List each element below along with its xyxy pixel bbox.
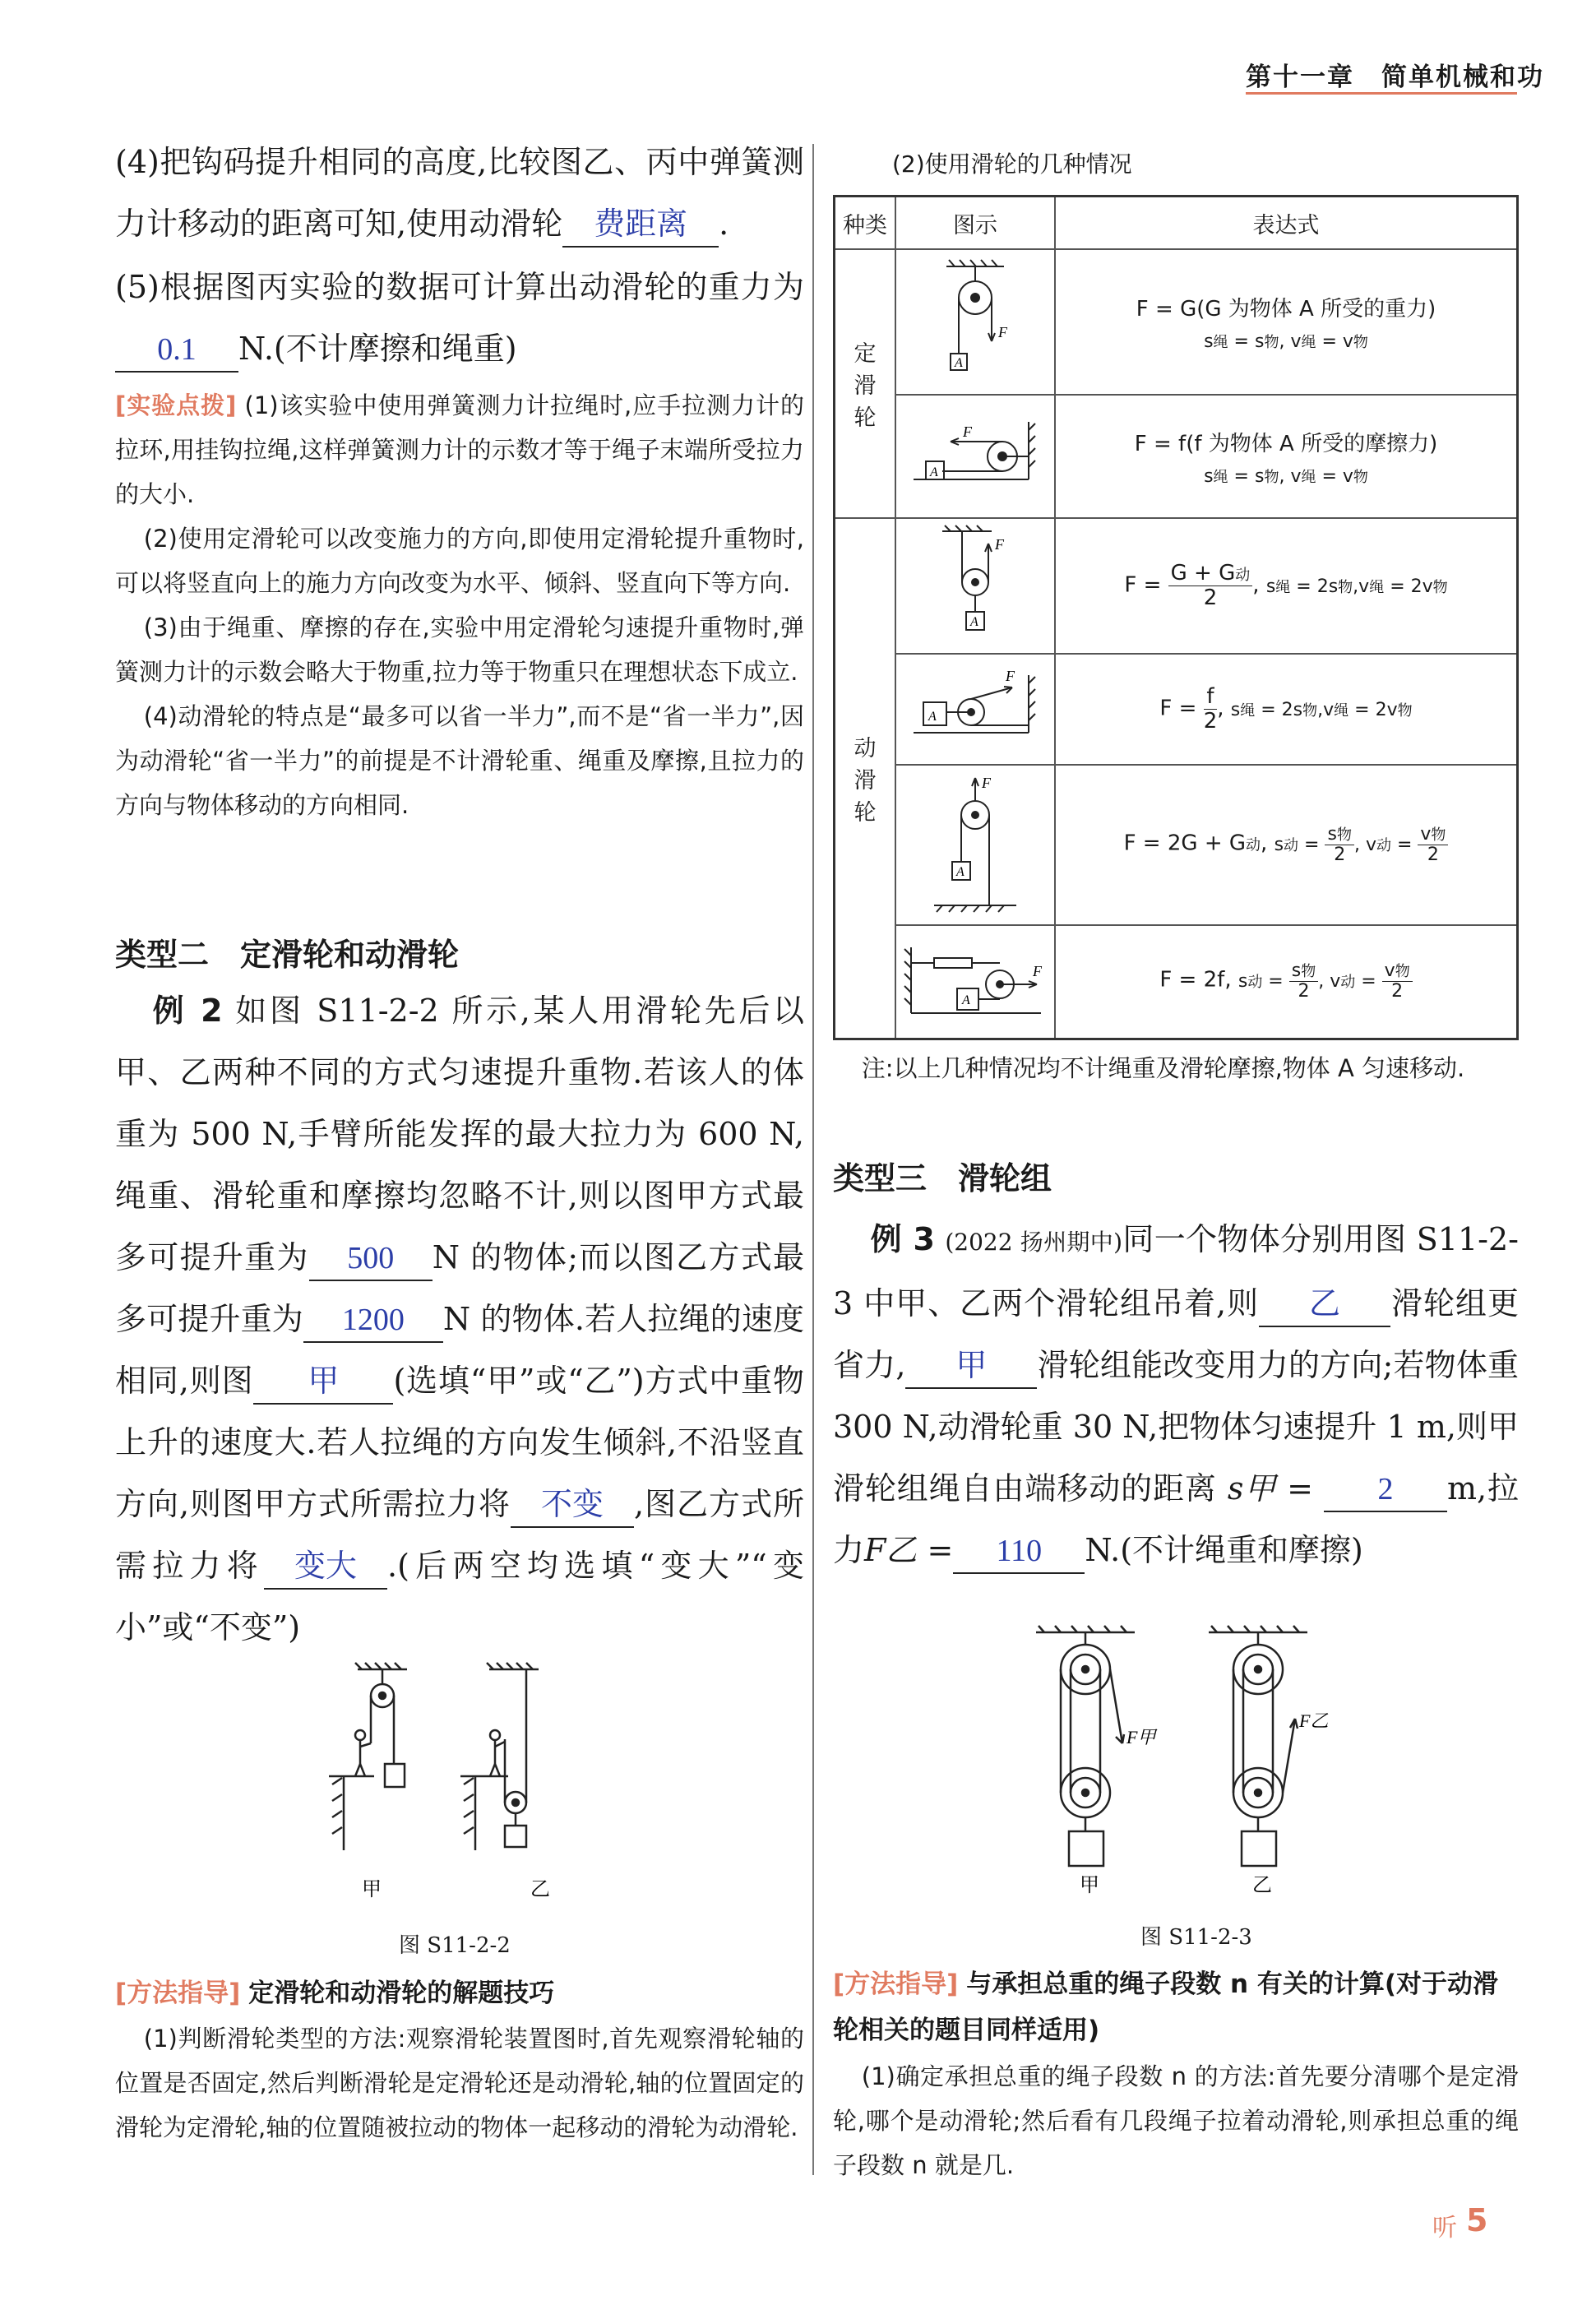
answer-blank[interactable]: 费距离 (562, 203, 719, 248)
fig3-force-jia: F甲 (1126, 1727, 1156, 1747)
example2: 例 2 如图 S11-2-2 所示,某人用滑轮先后以甲、乙两种不同的方式匀速提升重物.若该人的体重为 500 N,手臂所能发挥的最大拉力为 600 N,绳重、滑轮重和摩擦均忽略不计,则以图甲方式最多可提升重为 500 N 的物体;而以图乙方式最多可提升重为 1200 N 的物体.若人拉绳的速度相同,则图 甲 (选填“甲”或“乙”)方式中重物上升的速度大.若人拉绳的方向发生倾斜,不沿竖直方向,则图甲方式所需拉力将 不变 ,图乙方式所需拉力将 变大 .(后两空均选填“变大”“变小”或“不变”) (115, 993, 804, 1645)
answer-blank[interactable]: 乙 (1259, 1283, 1390, 1327)
column-divider (812, 144, 814, 2175)
chapter-header: 第十一章 简单机械和功 (1246, 62, 1544, 92)
label-f: F (1033, 962, 1042, 979)
fixed-horizontal-diagram (905, 405, 1045, 504)
label-a: A (928, 709, 937, 724)
weight-jia (1069, 1831, 1103, 1866)
answer-blank[interactable]: 不变 (511, 1483, 634, 1528)
pulley-table (833, 195, 1519, 1040)
label-f: F (982, 774, 991, 791)
answer-blank[interactable]: 变大 (264, 1545, 387, 1590)
table-note: 注:以上几种情况均不计绳重及滑轮摩擦,物体 A 匀速移动. (861, 1054, 1465, 1082)
answer-blank[interactable]: 1200 (303, 1298, 443, 1343)
method-guide-right-title: [方法指导] 与承担总重的绳子段数 n 有关的计算(对于动滑轮相关的题目同样适用) (833, 1969, 1499, 2045)
example3: 例 3 (2022 扬州期中)同一个物体分别用图 S11-2-3 中甲、乙两个滑轮组吊着,则 乙 滑轮组更省力, 甲 滑轮组能改变用力的方向;若物体重 300 N,动滑轮重 30 N,把物体匀速提升 1 m,则甲滑轮组绳自由端移动的距离 s甲 = 2 m,拉力F乙 = 110 N.(不计绳重和摩擦) (833, 1209, 1519, 1581)
listen-label: 听 (1432, 2214, 1457, 2243)
method-guide-right-text: (1)确定承担总重的绳子段数 n 的方法:首先要分清哪个是定滑轮,哪个是动滑轮;然后看有几段绳子拉着动滑轮,则承担总重的绳子段数 n 就是几. (833, 2062, 1519, 2179)
movable-inverted-diagram (926, 770, 1025, 918)
expr-movable-horizontal-inverted: F = 2f, s动 = $\frac{\text{s物}}{2}$ , v动 = $\frac{\text{v物}}{2}$ (1055, 925, 1518, 1039)
answer-blank[interactable]: 0.1 (115, 328, 238, 373)
expr-movable-inverted: F = 2G + G动, s动 = $\frac{\text{s物}}{2}$ , v动 = $\frac{\text{v物}}{2}$ (1055, 765, 1518, 925)
fig3-label-yi: 乙 (1252, 1875, 1272, 1896)
col-header-type: 种类 (835, 197, 896, 250)
figure-s11-2-3 (1024, 1624, 1336, 1908)
col-header-expression: 表达式 (1055, 197, 1518, 250)
expr-movable-vertical: F = $\frac{\text{G + G动}}{2}$ , s绳 = 2s物,v绳 = 2v物 (1055, 518, 1518, 654)
tip-tag: [实验点拨] (115, 391, 237, 419)
label-f: F (995, 535, 1004, 553)
exercise-part4: (4)把钩码提升相同的高度,比较图乙、丙中弹簧测力计移动的距离可知,使用动滑轮 费距离 . (115, 132, 804, 255)
fig2-label-yi: 乙 (530, 1879, 550, 1900)
fig2-caption: 图 S11-2-2 (399, 1933, 511, 1958)
label-f: F (1006, 667, 1015, 684)
diagram-movable-horizontal-inverted (895, 925, 1055, 1039)
fig3-label-jia: 甲 (1080, 1875, 1099, 1896)
label-a: A (970, 614, 978, 629)
method-tag: [方法指导] (833, 1969, 959, 1999)
movable-horizontal-inverted-diagram (901, 935, 1049, 1025)
answer-blank[interactable]: 甲 (905, 1345, 1037, 1389)
label-a: A (962, 993, 970, 1007)
method-guide-left-title: [方法指导] 定滑轮和动滑轮的解题技巧 (115, 1979, 555, 2008)
col-header-diagram: 图示 (895, 197, 1055, 250)
answer-blank[interactable]: 2 (1324, 1468, 1447, 1512)
weight-yi (1242, 1831, 1276, 1866)
section-type3: 类型三 滑轮组 (833, 1160, 1052, 1196)
movable-horizontal-diagram (905, 663, 1045, 753)
label-a: A (955, 355, 963, 370)
diagram-movable-vertical (895, 518, 1055, 654)
expr-movable-horizontal: F = $\frac{f}{2}$ , s绳 = 2s物,v绳 = 2v物 (1055, 654, 1518, 765)
experiment-tips: [实验点拨] (1)该实验中使用弹簧测力计拉绳时,应手拉测力计的拉环,用挂钩拉绳,这样弹簧测力计的示数才等于绳子末端所受拉力的大小. (2)使用定滑轮可以改变施力的方向,即使用定滑轮提升重物时,可以将竖直向上的施力方向改变为水平、倾斜、竖直向下等方向. (3)由于绳重、摩擦的存在,实验中用定滑轮匀速提升重物时,弹簧测力计的示数会略大于物重,拉力等于物重只在理想状态下成立. (4)动滑轮的特点是“最多可以省一半力”,而不是“省一半力”,因为动滑轮“省一半力”的前提是不计滑轮重、绳重及摩擦,且拉力的方向与物体移动的方向相同. (115, 391, 804, 819)
expr-fixed-horizontal: F = f(f 为物体 A 所受的摩擦力) s绳 = s物, v绳 = v物 (1055, 395, 1518, 518)
header-underline (1246, 92, 1517, 95)
diagram-movable-inverted (895, 765, 1055, 925)
page-number: 5 (1466, 2202, 1488, 2238)
type-fixed: 定滑轮 (835, 249, 896, 518)
method-guide-left-text: (1)判断滑轮类型的方法:观察滑轮装置图时,首先观察滑轮轴的位置是否固定,然后判断滑轮是定滑轮还是动滑轮,轴的位置固定的滑轮为定滑轮,轴的位置随被拉动的物体一起移动的滑轮为动滑轮. (115, 2025, 804, 2141)
table-title: (2)使用滑轮的几种情况 (892, 150, 1132, 178)
label-f: F (963, 424, 972, 440)
movable-vertical-diagram (926, 523, 1025, 646)
weight-jia (385, 1764, 405, 1787)
answer-blank[interactable]: 110 (953, 1530, 1085, 1574)
type-movable: 动滑轮 (835, 518, 896, 1039)
fig3-caption: 图 S11-2-3 (1140, 1925, 1252, 1950)
fixed-vertical-diagram (926, 255, 1025, 386)
label-a: A (956, 864, 965, 879)
diagram-movable-horizontal (895, 654, 1055, 765)
diagram-fixed-horizontal (895, 395, 1055, 518)
fig3-force-yi: F乙 (1299, 1710, 1329, 1731)
label-a: A (930, 465, 938, 479)
method-tag: [方法指导] (115, 1979, 241, 2008)
figure-s11-2-2 (312, 1661, 608, 1916)
label-f: F (998, 323, 1007, 340)
answer-blank[interactable]: 500 (309, 1237, 433, 1281)
fig2-label-jia: 甲 (362, 1879, 382, 1900)
section-type2: 类型二 定滑轮和动滑轮 (115, 937, 460, 973)
diagram-fixed-vertical (895, 249, 1055, 395)
weight-yi (505, 1826, 526, 1847)
exercise-part5: (5)根据图丙实验的数据可计算出动滑轮的重力为0.1 N.(不计摩擦和绳重) (115, 257, 804, 380)
expr-fixed-vertical: F = G(G 为物体 A 所受的重力) s绳 = s物, v绳 = v物 (1055, 249, 1518, 395)
answer-blank[interactable]: 甲 (253, 1360, 393, 1405)
